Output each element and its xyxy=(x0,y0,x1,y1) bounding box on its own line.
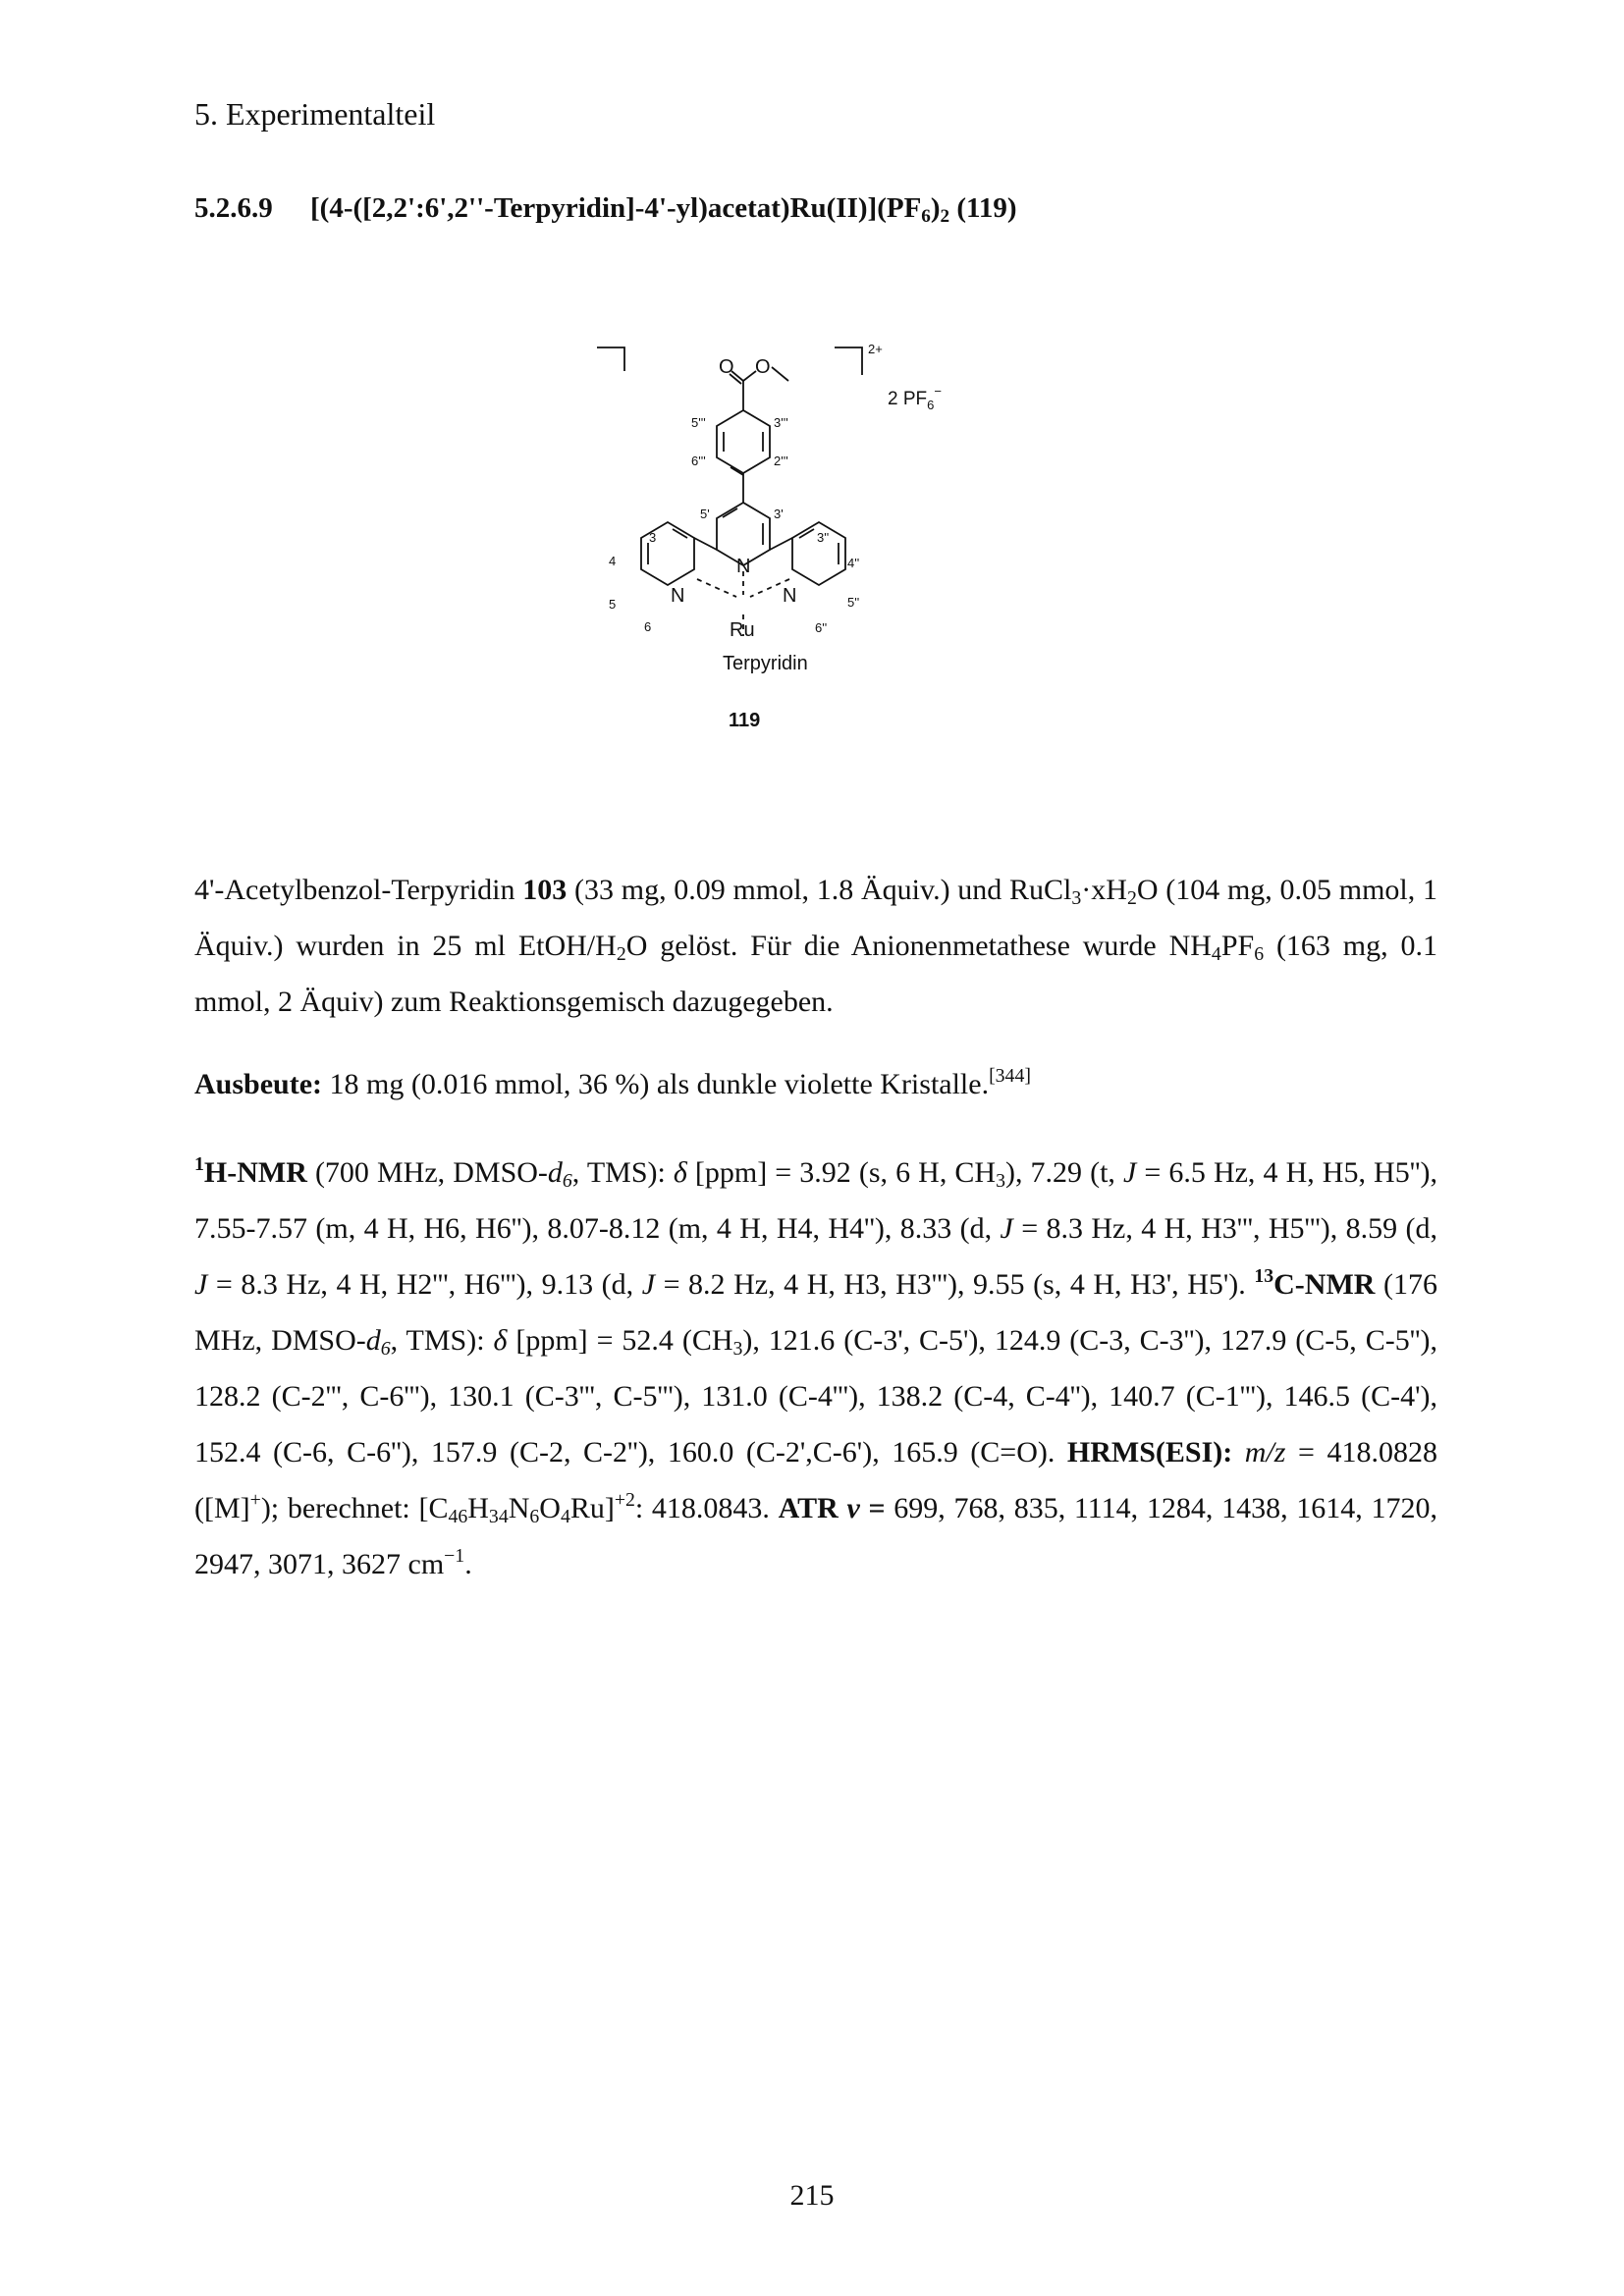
position-label-5pp: 5'' xyxy=(847,595,860,610)
position-label-5: 5 xyxy=(609,597,617,612)
characterization-paragraph: $^1$H-NMR (700 MHz, DMSO-$d_6$, TMS): δ [ppm] = 3.92 (s, 6 H, $CH_3$), 7.29 (t, J = 6.5 Hz, 4 H, H5, H5''), 7.55-7.57 (m, 4 H, H6, H6''), 8.07-8.12 (m, 4 H, H4, H4''), 8.33 (d, J = 8.3 Hz, 4 H, H3''', H5'''), 8.59 (d, J = 8.3 Hz, 4 H, H2''', H6'''), 9.13 (d, J = 8.2 Hz, 4 H, H3, H3'''), 9.55 (s, 4 H, H3', H5'). $^{13}$C-NMR (176 MHz, DMSO-$d_6$, TMS): δ [ppm] = 52.4 $(CH_3)$, 121.6 (C-3', C-5'), 124.9 (C-3, C-3''), 127.9 (C-5, C-5''), 128.2 (C-2''', C-6'''), 130.1 (C-3''', C-5'''), 131.0 (C-4'''), 138.2 (C-4, C-4''), 140.7 (C-1'''), 146.5 (C-4'), 152.4 (C-6, C-6''), 157.9 (C-2, C-2''), 160.0 (C-2',C-6'), 165.9 (C=O). HRMS(ESI): m/z = 418.0828 ([M]+); berechnet: $[C_{46}H_{34}N_6O_4Ru]^{+2}$: 418.0843. ATR ν = 699, 768, 835, 1114, 1284, 1438, 1614, 1720, 2947, 3071, 3627 $cm^{-1}$. xyxy=(194,1153,1438,1580)
section-title-part: (119) xyxy=(949,192,1017,224)
atom-label-n-left: N xyxy=(671,585,685,607)
yield-label: Ausbeute: xyxy=(194,1068,323,1100)
chemical-structure-119 xyxy=(550,324,1100,746)
position-label-6: 6 xyxy=(644,619,652,634)
position-label-3ppp: 3''' xyxy=(774,415,788,430)
position-label-2ppp: 2''' xyxy=(774,454,788,468)
position-label-5p: 5' xyxy=(700,507,710,521)
position-label-6ppp: 6''' xyxy=(691,454,706,468)
counterion-label: 2 $PF_6^-$ xyxy=(888,384,942,412)
position-label-6pp: 6'' xyxy=(815,620,828,635)
section-title-sub: 6 xyxy=(921,205,931,227)
section-title-sub: 2 xyxy=(940,205,950,227)
procedure-paragraph: 4'-Acetylbenzol-Terpyridin 103 (33 mg, 0.09 mmol, 1.8 Äquiv.) und $RuCl_3\cdot xH_2O$ (104 mg, 0.05 mmol, 1 Äquiv.) wurden in 25 ml EtOH/$H_2O$ gelöst. Für die Anionenmetathese wurde $NH_4PF_6$ (163 mg, 0.1 mmol, 2 Äquiv) zum Reaktionsgemisch dazugegeben. xyxy=(194,874,1438,1018)
structure-bonds xyxy=(597,347,845,636)
position-label-3: 3 xyxy=(649,530,657,545)
position-label-3p: 3' xyxy=(774,507,784,521)
position-label-4pp: 4'' xyxy=(847,556,860,570)
ligand-label-terpyridin: Terpyridin xyxy=(723,653,808,674)
position-label-4: 4 xyxy=(609,554,617,568)
section-heading xyxy=(194,192,1017,225)
structure-labels xyxy=(609,342,942,731)
charge-label: 2+ xyxy=(868,342,883,356)
atom-label-n-center: N xyxy=(736,556,751,577)
position-label-5ppp: 5''' xyxy=(691,415,706,430)
citation-ref: [344] xyxy=(989,1065,1031,1088)
yield-paragraph: Ausbeute: 18 mg (0.016 mmol, 36 %) als dunkle violette Kristalle.[344] xyxy=(194,1065,1031,1100)
atom-label-o-ester: O xyxy=(755,356,771,378)
atom-label-ru: Ru xyxy=(730,619,755,641)
page-number: 215 xyxy=(789,2179,835,2212)
section-title-part: ) xyxy=(930,192,941,224)
atom-label-o-carbonyl: O xyxy=(719,356,734,378)
position-label-3pp: 3'' xyxy=(817,530,830,545)
atom-label-n-right: N xyxy=(783,585,797,607)
section-title-part: [(4-([2,2':6',2''-Terpyridin]-4'-yl)acetat)Ru(II)](PF xyxy=(310,192,922,224)
compound-number: 119 xyxy=(729,710,761,731)
section-number: 5.2.6.9 xyxy=(194,192,273,224)
charge-bracket xyxy=(835,347,862,375)
running-header: 5. Experimentalteil xyxy=(194,96,436,132)
